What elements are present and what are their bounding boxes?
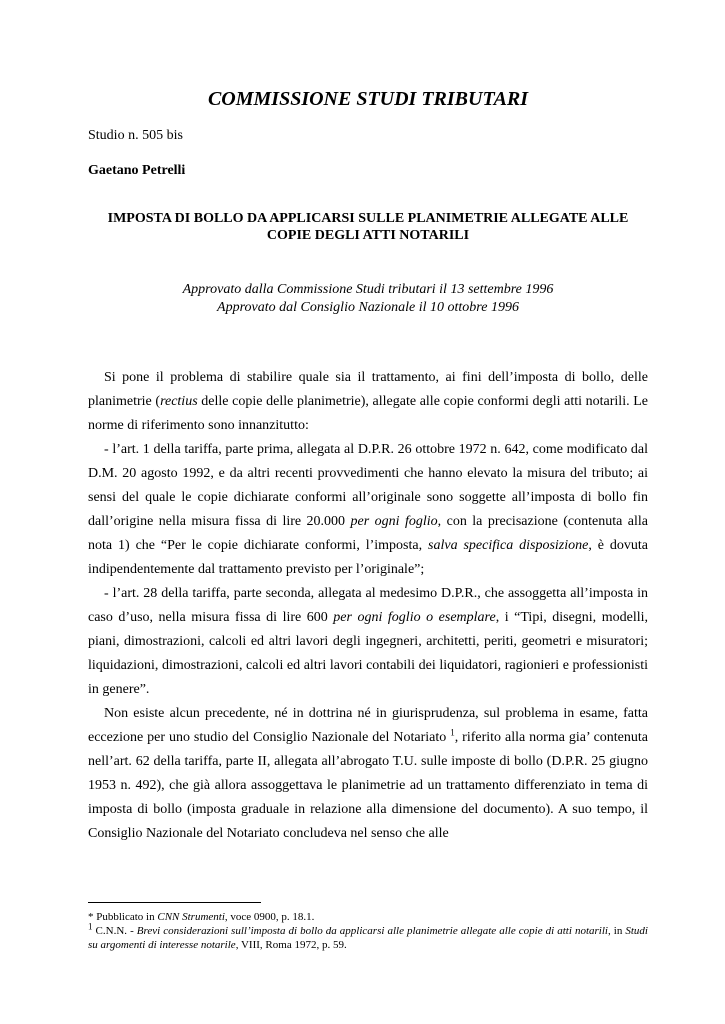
document-title: IMPOSTA DI BOLLO DA APPLICARSI SULLE PLANIMETRIE ALLEGATE ALLE COPIE DEGLI ATTI NOTARILI: [107, 211, 629, 243]
paragraph-4: [88, 702, 648, 846]
footnote-1: [88, 921, 648, 952]
p1-italic-rectius: rectius: [160, 394, 198, 409]
p4-text-a: Non esiste alcun precedente, né in dottrina né in giurisprudenza, sul problema in esame, fatta eccezione per uno studio del Consiglio Nazionale del Notariato: [88, 706, 648, 745]
p3-text-c: , i “Tipi, disegni, modelli, piani, dimostrazioni, calcoli ed altri lavori degli ingegneri, architetti, periti, geometri e misuratori; liquidazioni, dimostrazioni, calcoli ed altri lavori contabili dei liquidatori, ragionieri e professionisti in genere”.: [88, 610, 648, 697]
body-text: [88, 366, 648, 846]
approval-commission: Approvato dalla Commissione Studi tributari il 13 settembre 1996: [182, 282, 554, 297]
p1-text-c: delle copie delle planimetrie), allegate alle copie conformi degli atti notarili. Le norme di riferimento sono innanzitutto:: [88, 394, 648, 433]
fn1-d: Studi su argomenti di interesse notarile: [88, 925, 648, 951]
fn1-c: , in: [607, 925, 626, 937]
fn-star-a: * Pubblicato in: [88, 911, 158, 923]
footnote-1-number: 1: [88, 921, 93, 932]
commission-title: COMMISSIONE STUDI TRIBUTARI: [207, 88, 529, 110]
fn1-b: Brevi considerazioni sull’imposta di bollo da applicarsi alle planimetrie allegate alle copie di atti notarili: [136, 925, 608, 937]
p3-italic-b: per ogni foglio o esemplare: [333, 610, 496, 625]
p2-italic-b: per ogni foglio: [350, 514, 438, 529]
p1-text-a: Si pone il problema di stabilire quale sia il trattamento, ai fini dell’imposta di bollo, delle planimetrie (: [88, 370, 648, 409]
footnotes: [88, 910, 648, 952]
p4-text-b: , riferito alla norma gia’ contenuta nell’art. 62 della tariffa, parte II, allegata all’abrogato T.U. sulle imposte di bollo (D.P.R. 25 giugno 1953 n. 492), che già allora assoggettava le planimetrie ad un trattamento differenziato in tema di imposta di bollo (imposta graduale in relazione alla dimensione del documento). A suo tempo, il Consiglio Nazionale del Notariato concludeva nel senso che alle: [88, 730, 648, 841]
p2-italic-d: salva specifica disposizione: [428, 538, 589, 553]
p2-text-e: , è dovuta indipendentemente dal trattamento previsto per l’originale”;: [88, 538, 648, 577]
footnote-separator: [88, 902, 261, 903]
fn-star-b: CNN Strumenti: [157, 911, 225, 923]
p2-text-a: - l’art. 1 della tariffa, parte prima, allegata al D.P.R. 26 ottobre 1972 n. 642, come modificato dal D.M. 20 agosto 1992, e da altri recenti provvedimenti che hanno elevato la misura del tributo; ai sensi del quale le copie dichiarate conformi all’originale sono soggette all’imposta di bollo fin dall’origine nella misura fissa di lire 20.000: [88, 442, 648, 529]
footnote-star: [88, 910, 648, 924]
fn1-a: C.N.N. -: [92, 925, 137, 937]
p3-text-a: - l’art. 28 della tariffa, parte seconda, allegata al medesimo D.P.R., che assoggetta all’imposta in caso d’uso, nella misura fissa di lire 600: [88, 586, 648, 625]
fn-star-c: , voce 0900, p. 18.1.: [224, 911, 315, 923]
p2-text-c: , con la precisazione (contenuta alla nota 1) che “Per le copie dichiarate conformi, l’imposta,: [88, 514, 648, 553]
paragraph-2: [88, 438, 648, 582]
footnote-ref-1[interactable]: 1: [450, 727, 455, 738]
study-number: Studio n. 505 bis: [88, 128, 183, 143]
fn1-e: , VIII, Roma 1972, p. 59.: [235, 939, 347, 951]
approval-block: [88, 281, 648, 317]
author-name: Gaetano Petrelli: [88, 163, 186, 178]
paragraph-1: [88, 366, 648, 438]
approval-council: Approvato dal Consiglio Nazionale il 10 ottobre 1996: [217, 300, 519, 315]
paragraph-3: [88, 582, 648, 702]
